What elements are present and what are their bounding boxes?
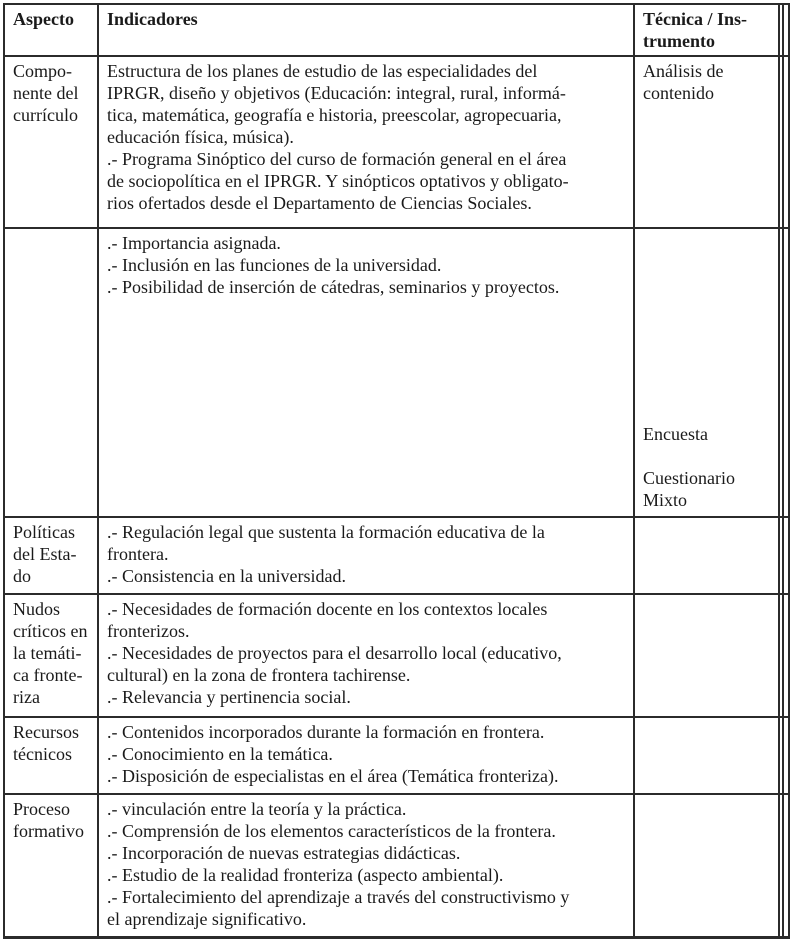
spacer-cell xyxy=(783,228,789,517)
text-line: Aspecto xyxy=(13,9,74,29)
tecnica-cell xyxy=(634,717,779,794)
text-line: rios ofertados desde el Departamento de Ciencias Sociales. xyxy=(107,193,532,213)
text-line: riza xyxy=(13,687,40,707)
text-line: trumento xyxy=(643,31,715,51)
tecnica-cell xyxy=(634,56,779,228)
spacer-cell xyxy=(783,594,789,717)
text-line: .- Comprensión de los elementos característicos de la frontera. xyxy=(107,821,556,841)
aspecto-cell xyxy=(4,228,98,517)
text-line: .- Conocimiento en la temática. xyxy=(107,744,333,764)
indicadores-cell xyxy=(98,794,634,937)
text-line: IPRGR, diseño y objetivos (Educación: integral, rural, informá- xyxy=(107,83,566,103)
text-line: .- Fortalecimiento del aprendizaje a través del constructivismo y xyxy=(107,887,570,907)
text-line: .- Programa Sinóptico del curso de formación general en el área xyxy=(107,149,567,169)
text-line: formativo xyxy=(13,821,84,841)
table-body xyxy=(4,56,789,937)
text-line: frontera. xyxy=(107,544,169,564)
text-line: .- Incorporación de nuevas estrategias didácticas. xyxy=(107,843,461,863)
text-line: .- Necesidades de proyectos para el desarrollo local (educativo, xyxy=(107,643,562,663)
text-line: críticos en xyxy=(13,621,88,641)
text-line: .- Posibilidad de inserción de cátedras, seminarios y proyectos. xyxy=(107,277,560,297)
tecnica-cell xyxy=(634,228,779,517)
text-line: Políticas xyxy=(13,522,75,542)
text-line: do xyxy=(13,566,31,586)
text-line: Encuesta xyxy=(643,424,708,444)
text-line: .- Inclusión en las funciones de la universidad. xyxy=(107,255,442,275)
text-line: la temáti- xyxy=(13,643,82,663)
table-row xyxy=(4,717,789,794)
tecnica-cell xyxy=(634,517,779,594)
text-line: Compo- xyxy=(13,61,73,81)
text-line: .- Necesidades de formación docente en los contextos locales xyxy=(107,599,548,619)
text-line: Cuestionario xyxy=(643,468,735,488)
indicadores-cell xyxy=(98,56,634,228)
text-line: cultural) en la zona de frontera tachirense. xyxy=(107,665,411,685)
text-line: tica, matemática, geografía e historia, preescolar, agropecuaria, xyxy=(107,105,562,125)
text-line: Técnica / Ins- xyxy=(643,9,748,29)
text-line: Indicadores xyxy=(107,9,198,29)
indicadores-cell xyxy=(98,228,634,517)
text-line: .- Estudio de la realidad fronteriza (aspecto ambiental). xyxy=(107,865,504,885)
aspecto-cell xyxy=(4,517,98,594)
header-indicadores xyxy=(98,4,634,56)
text-line: .- vinculación entre la teoría y la práctica. xyxy=(107,799,407,819)
spacer-cell xyxy=(783,517,789,594)
table-row xyxy=(4,56,789,228)
text-line: .- Consistencia en la universidad. xyxy=(107,566,346,586)
text-line: nente del xyxy=(13,83,79,103)
spacer-cell xyxy=(783,717,789,794)
aspecto-cell xyxy=(4,794,98,937)
text-line: Proceso xyxy=(13,799,70,819)
indicators-table xyxy=(3,3,790,939)
text-line: técnicos xyxy=(13,744,72,764)
header-spacer-cell xyxy=(783,4,789,56)
table-row xyxy=(4,517,789,594)
table-row xyxy=(4,228,789,517)
text-line: Análisis de xyxy=(643,61,724,81)
aspecto-cell xyxy=(4,717,98,794)
table-row xyxy=(4,594,789,717)
aspecto-cell xyxy=(4,56,98,228)
indicadores-cell xyxy=(98,594,634,717)
text-line: del Esta- xyxy=(13,544,77,564)
indicadores-cell xyxy=(98,517,634,594)
text-line: currículo xyxy=(13,105,78,125)
text-line: Nudos xyxy=(13,599,61,619)
indicadores-cell xyxy=(98,717,634,794)
text-line: .- Relevancia y pertinencia social. xyxy=(107,687,351,707)
text-line: Estructura de los planes de estudio de las especialidades del xyxy=(107,61,538,81)
text-line: el aprendizaje significativo. xyxy=(107,909,307,929)
aspecto-cell xyxy=(4,594,98,717)
text-line xyxy=(643,445,774,467)
text-line: Mixto xyxy=(643,490,688,510)
text-line: .- Importancia asignada. xyxy=(107,233,281,253)
tecnica-cell xyxy=(634,594,779,717)
text-line: .- Regulación legal que sustenta la formación educativa de la xyxy=(107,522,545,542)
header-aspecto xyxy=(4,4,98,56)
table-row xyxy=(4,794,789,937)
text-line: de sociopolítica en el IPRGR. Y sinópticos optativos y obligato- xyxy=(107,171,569,191)
text-line: ca fronte- xyxy=(13,665,83,685)
header-row xyxy=(4,4,789,56)
text-line: .- Disposición de especialistas en el área (Temática fronteriza). xyxy=(107,766,559,786)
text-line: fronterizos. xyxy=(107,621,190,641)
text-line: contenido xyxy=(643,83,714,103)
tecnica-cell xyxy=(634,794,779,937)
text-line: Recursos xyxy=(13,722,79,742)
text-line: .- Contenidos incorporados durante la formación en frontera. xyxy=(107,722,545,742)
spacer-cell xyxy=(783,794,789,937)
text-line: educación física, música). xyxy=(107,127,294,147)
header-tecnica-instrumento xyxy=(634,4,779,56)
table-header xyxy=(4,4,789,56)
spacer-cell xyxy=(783,56,789,228)
